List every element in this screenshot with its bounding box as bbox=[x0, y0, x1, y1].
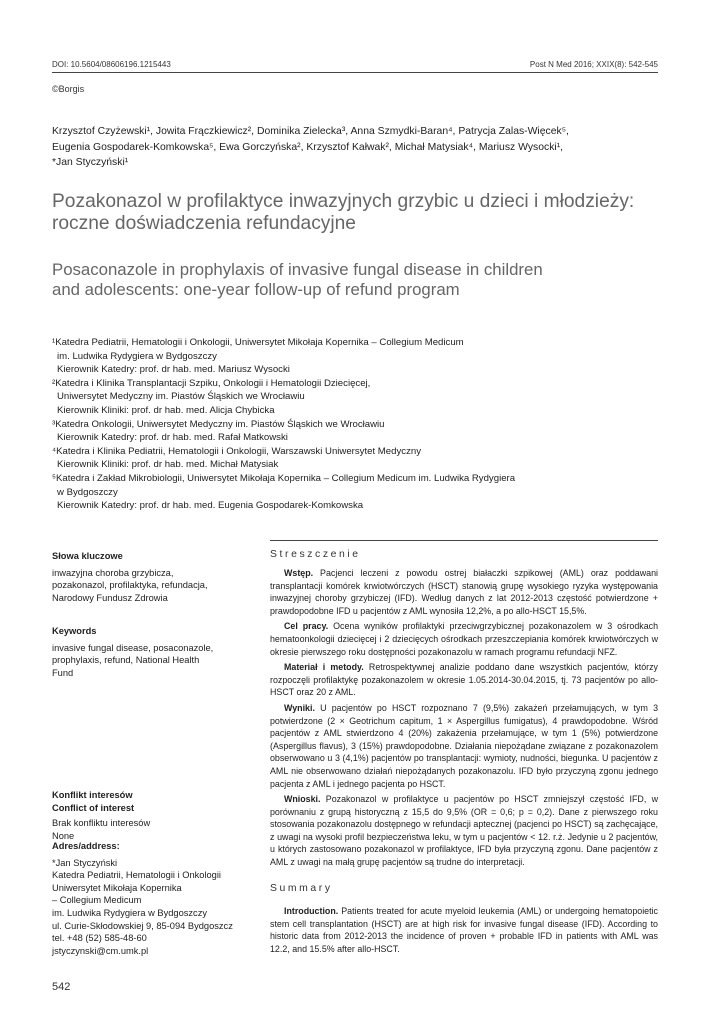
author-line: Krzysztof Czyżewski¹, Jowita Frączkiewicz², Dominika Zielecka³, Anna Szmydki-Baran⁴, Patrycja Zalas-Więcek⁵, bbox=[52, 126, 569, 137]
keyword-line: invasive fungal disease, posaconazole, bbox=[52, 642, 214, 653]
title-polish-line: roczne doświadczenia refundacyjne bbox=[52, 213, 356, 234]
paragraph-text: Patients treated for acute myeloid leukemia (AML) or undergoing hematopoietic stem cell transplantation (HSCT) are at high risk for invasive fungal disease (IFD). According to historic data from 2012-2013 the incidence of proven + probable IFD in patients with AML was 12.2, and 15.5% after allo-HSCT. bbox=[270, 906, 658, 954]
keyword-line: prophylaxis, refund, National Health bbox=[52, 655, 200, 666]
page-number: 542 bbox=[52, 981, 71, 993]
keywords-polish-heading: Słowa kluczowe bbox=[52, 551, 123, 561]
conflict-heading-polish: Konflikt interesów bbox=[52, 790, 133, 800]
abstract-rule bbox=[270, 540, 658, 541]
address-line: Katedra Pediatrii, Hematologii i Onkologii bbox=[52, 870, 221, 881]
paragraph-text: Pacjenci leczeni z powodu ostrej białaczki szpikowej (AML) oraz poddawani transplantacji komórek krwiotwórczych (HSCT) stanowią grupę wysokiego ryzyka występowania inwazyjnej choroby grzybiczej (IFD). Według danych z lat 2012-2013 częstość potwierdzone + prawdopodobne IFD u pacjentów z AML wynosiła 12,2%, a po allo-HSCT 15,5%. bbox=[270, 568, 658, 616]
abstract-paragraph bbox=[270, 567, 658, 617]
keyword-line: Fund bbox=[52, 667, 74, 678]
abstract-paragraph bbox=[270, 793, 658, 869]
header-rule bbox=[52, 72, 658, 73]
summary-body bbox=[270, 905, 658, 958]
copyright: ©Borgis bbox=[52, 84, 85, 94]
affiliation-line: ⁴Katedra i Klinika Pediatrii, Hematologii i Onkologii, Warszawski Uniwersytet Medyczny bbox=[52, 445, 421, 457]
conflict-line: None bbox=[52, 830, 75, 841]
title-polish-line: Pozakonazol w profilaktyce inwazyjnych grzybic u dzieci i młodzieży: bbox=[52, 191, 635, 212]
affiliation-line: ³Katedra Onkologii, Uniwersytet Medyczny im. Piastów Śląskich we Wrocławiu bbox=[52, 418, 385, 430]
title-english bbox=[52, 260, 682, 300]
paragraph-text: U pacjentów po HSCT rozpoznano 7 (9,5%) zakażeń przełamujących, w tym 3 potwierdzone (2 × Geotrichum capitum, 1 × Aspergillus fumigatus), 4 prawdopodobne. Wśród pacjentów z AML stwierdzono 4 (20%) zakażenia przełamujące, w tym 1 (5%) potwierdzone (Aspergillus flavus), 3 (15%) prawdopodobne. Działania niepożądane związane z pozakonazolem obserwowano u 3 (4,1%) pacjentów po transplantacji: wymioty, nudności, biegunka. U pacjentów z AML nie obserwowano działań niepożądanych pozakonazolu. IFD było przyczyną zgonu jednego pacjenta z AML i jednego pacjenta po HSCT. bbox=[270, 702, 658, 789]
author-line: Eugenia Gospodarek-Komkowska⁵, Ewa Gorczyńska², Krzysztof Kałwak², Michał Matysiak⁴, Mariusz Wysocki¹, bbox=[52, 141, 564, 153]
address-line: ul. Curie-Skłodowskiej 9, 85-094 Bydgoszcz bbox=[52, 920, 233, 931]
affiliation-line: ⁵Katedra i Zakład Mikrobiologii, Uniwersytet Mikołaja Kopernika – Collegium Medicum im. Ludwika Rydygiera bbox=[52, 472, 516, 484]
keyword-line: Narodowy Fundusz Zdrowia bbox=[52, 592, 168, 603]
affiliation-line: Kierownik Katedry: prof. dr hab. med. Mariusz Wysocki bbox=[57, 364, 290, 376]
abstract-paragraph bbox=[270, 620, 658, 658]
paragraph-text: Retrospektywnej analizie poddano dane wszystkich pacjentów, którzy rozpoczęli profilaktykę pozakonazolem w okresie 1.05.2014-30.04.2015, tj. 73 pacjentów po allo-HSCT oraz 20 z AML. bbox=[270, 662, 658, 698]
title-english-line: and adolescents: one-year follow-up of refund program bbox=[52, 280, 460, 299]
abstract-paragraph bbox=[270, 661, 658, 699]
paragraph-text: Ocena wyników profilaktyki przeciwgrzybicznej pozakonazolem w 3 ośrodkach hematoonkologii dziecięcej i 2 dziecięcych ośrodkach przeszczepiania komórek krwiotwórczych w okresie pierwszego roku dostępności pozakonazolu w ramach programu refundacji NFZ. bbox=[270, 621, 659, 657]
affiliation-line: ¹Katedra Pediatrii, Hematologii i Onkologii, Uniwersytet Mikołaja Kopernika – Collegium Medicum bbox=[52, 337, 464, 348]
streszczenie-body bbox=[270, 567, 658, 872]
paragraph-label: Wnioski. bbox=[284, 794, 321, 805]
summary-heading: Summary bbox=[270, 883, 333, 894]
affiliation-line: ²Katedra i Klinika Transplantacji Szpiku, Onkologii i Hematologii Dziecięcej, bbox=[52, 377, 371, 389]
address-line: – Collegium Medicum bbox=[52, 895, 142, 906]
address-line: im. Ludwika Rydygiera w Bydgoszczy bbox=[52, 907, 208, 918]
streszczenie-heading: Streszczenie bbox=[270, 549, 361, 560]
affiliation-line: Uniwersytet Medyczny im. Piastów Śląskich we Wrocławiu bbox=[57, 391, 305, 403]
affiliation-line: Kierownik Kliniki: prof. dr hab. med. Alicja Chybicka bbox=[57, 404, 275, 416]
conflict-heading-english: Conflict of interest bbox=[52, 802, 135, 813]
correspondence-address bbox=[52, 840, 252, 957]
affiliation-line: Kierownik Katedry: prof. dr hab. med. Eugenia Gospodarek-Komkowska bbox=[57, 500, 364, 512]
title-polish bbox=[52, 191, 682, 235]
address-heading: Adres/address: bbox=[52, 841, 120, 851]
author-line: *Jan Styczyński¹ bbox=[52, 157, 129, 169]
title-english-line: Posaconazole in prophylaxis of invasive fungal disease in children bbox=[52, 260, 543, 279]
paragraph-label: Wyniki. bbox=[284, 702, 315, 713]
address-line: *Jan Styczyński bbox=[52, 857, 118, 868]
keywords-english-heading: Keywords bbox=[52, 626, 97, 636]
abstract-paragraph bbox=[270, 702, 658, 790]
address-line: tel. +48 (52) 585-48-60 bbox=[52, 933, 147, 944]
conflict-of-interest bbox=[52, 789, 252, 842]
keyword-line: pozakonazol, profilaktyka, refundacja, bbox=[52, 580, 208, 591]
abstract-paragraph bbox=[270, 905, 658, 955]
journal-citation: Post N Med 2016; XXIX(8): 542-545 bbox=[529, 60, 658, 69]
paragraph-text: Pozakonazol w profilaktyce u pacjentów po HSCT zmniejszył częstość IFD, w porównaniu z grupą historyczną z 15,5 do 9,5% (OR = 0,6; p = 0,2). Dane z pierwszego roku stosowania pozakonazolu dostępnego w refundacji aptecznej (pacjenci po HSCT) są zachęcające, z uwagi na wysoki profil bezpieczeństwa leku, w tym u pacjentów < 12. r.ż. Jedynie u 2 pacjentów, u których zastosowano pozakonazol w profilaktyce, IFD była przyczyną zgonu. Dane pacjentów z AML z uwagi na małą grupę pacjentów są trudne do interpretacji. bbox=[270, 794, 658, 868]
keyword-line: inwazyjna choroba grzybicza, bbox=[52, 567, 174, 578]
keywords-english bbox=[52, 625, 252, 679]
affiliation-line: w Bydgoszczy bbox=[57, 486, 118, 498]
paragraph-label: Introduction. bbox=[284, 906, 339, 916]
affiliations bbox=[52, 336, 672, 513]
author-list bbox=[52, 124, 662, 171]
email-address[interactable]: jstyczynski@cm.umk.pl bbox=[52, 945, 149, 956]
doi: DOI: 10.5604/08606196.1215443 bbox=[52, 60, 171, 69]
conflict-line: Brak konfliktu interesów bbox=[52, 818, 151, 829]
affiliation-line: Kierownik Katedry: prof. dr hab. med. Rafał Matkowski bbox=[57, 432, 288, 444]
address-line: Uniwersytet Mikołaja Kopernika bbox=[52, 882, 182, 893]
keywords-polish bbox=[52, 550, 252, 604]
paragraph-label: Materiał i metody. bbox=[284, 662, 364, 673]
affiliation-line: im. Ludwika Rydygiera w Bydgoszczy bbox=[57, 350, 217, 362]
affiliation-line: Kierownik Kliniki: prof. dr hab. med. Michał Matysiak bbox=[57, 459, 279, 471]
paragraph-label: Wstęp. bbox=[284, 568, 314, 578]
paragraph-label: Cel pracy. bbox=[284, 621, 329, 632]
